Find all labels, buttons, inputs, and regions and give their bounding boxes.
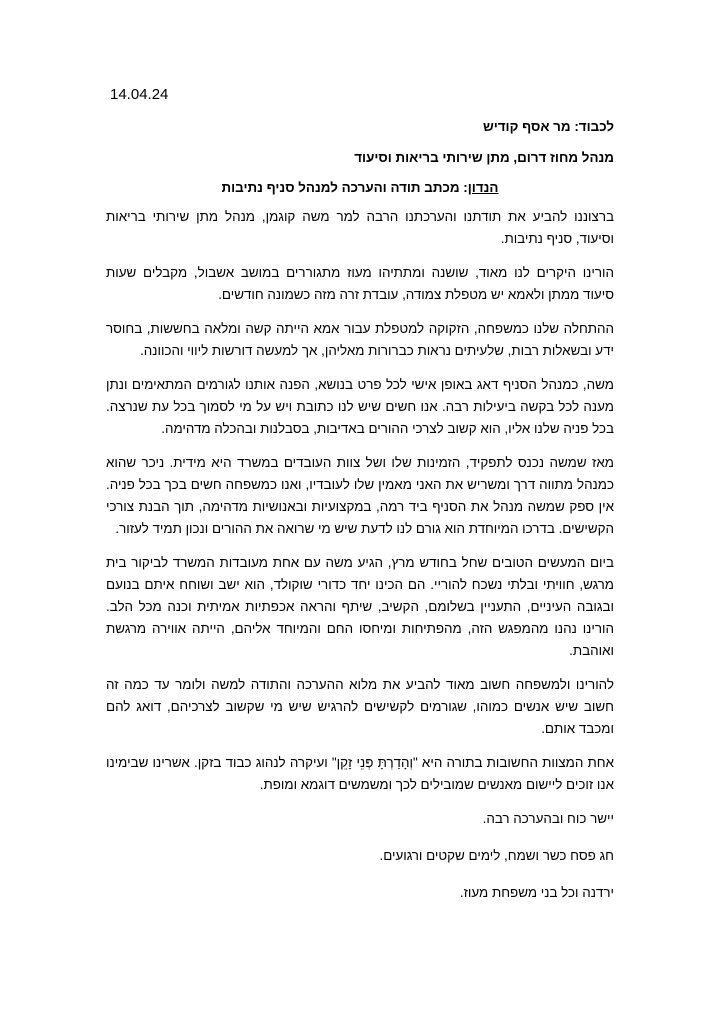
paragraph: ההתחלה שלנו כמשפחה, הזקוקה למטפלת עבור אמא הייתה קשה ומלאה בחששות, בחוסר ידע ובשאלות רבות, שלעיתים נראות כברורות מאליהן, אך למעשה דורשות ליווי והכוונה. bbox=[106, 321, 614, 358]
letter-date: 14.04.24 bbox=[110, 86, 169, 103]
subject-text: : מכתב תודה והערכה למנהל סניף נתיבות bbox=[221, 180, 468, 195]
letter-body bbox=[106, 206, 614, 919]
paragraph: משה, כמנהל הסניף דאג באופן אישי לכל פרט בנושא, הפנה אותנו לגורמים המתאימים ונתן מענה לכל בקשה ביעילות רבה. אנו חשים שיש לנו כתובת ויש על מי לסמוך בכל עת שנרצה. בכל פניה שלנו אליו, הוא קשוב לצרכי ההורים באדיבות, בסבלנות ובהכלה מדהימה. bbox=[106, 377, 614, 436]
closing-line: חג פסח כשר ושמח, לימים שקטים ורגועים. bbox=[379, 848, 614, 863]
subject-line bbox=[106, 180, 614, 195]
paragraph: להורינו ולמשפחה חשוב מאוד להביע את מלוא ההערכה והתודה למשה ולומר עד כמה זה חשוב שיש אנשים כמוהו, שגורמים לקשישים להרגיש שיש מי שקשוב לצרכיהם, דואג להם ומכבד אותם. bbox=[106, 677, 614, 736]
subject-label: הנדון bbox=[467, 180, 499, 195]
paragraph: ביום המעשים הטובים שחל בחודש מרץ, הגיע משה עם אחת מעובדות המשרד לביקור בית מרגש, חוויתי ובלתי נשכח להוריי. הם הכינו יחד כדורי שוקולד, הוא ישב ושוחח איתם בנועם ובגובה העיניים, התעניין בשלומם, הקשיב, שיתף והראה אכפתיות אמיתית וכנה מכל הלב. הורינו נהנו מהמפגש הזה, מהפתיחות ומיחסו החם והמיוחד אליהם, הייתה אווירה מרגשת ואוהבת. bbox=[106, 555, 614, 658]
signature-line: ירדנה וכל בני משפחת מעוז. bbox=[459, 885, 614, 900]
closing-line: יישר כוח ובהערכה רבה. bbox=[482, 811, 614, 826]
paragraph: אחת המצוות החשובות בתורה היא "וְהָדַרְתָּ פְּנֵי זָקֵן" ועיקרה לנהוג כבוד בזקן. אשרינו שבימינו אנו זוכים ליישום מאנשים שמובילים לכך ומשמשים דוגמא ומופת. bbox=[106, 755, 614, 792]
paragraph: הורינו היקרים לנו מאוד, שושנה ומתתיהו מעוז מתגוררים במושב אשבול, מקבלים שעות סיעוד ממתן ולאמא יש מטפלת צמודה, עובדת זרה מזה כשמונה חודשים. bbox=[106, 265, 614, 302]
paragraph: מאז שמשה נכנס לתפקיד, הזמינות שלו ושל צוות העובדים במשרד היא מידית. ניכר שהוא כמנהל מתווה דרך ומשריש את האני מאמין שלו לעובדיו, ואנו כמשפחה חשים בכך בכל פניה. אין ספק שמשה מנהל את הסניף ביד רמה, במקצועיות ובאנושיות מדהימה, תוך הבנת צורכי הקשישים. בדרכו המיוחדת הוא גורם לנו לדעת שיש מי שרואה את ההורים ונכון תמיד לעזור. bbox=[106, 455, 614, 536]
recipient-role: מנהל מחוז דרום, מתן שירותי בריאות וסיעוד bbox=[354, 150, 614, 165]
recipient-line: לכבוד: מר אסף קודיש bbox=[482, 119, 614, 134]
paragraph: ברצוננו להביע את תודתנו והערכתנו הרבה למר משה קוגמן, מנהל מתן שירותי בריאות וסיעוד, סניף נתיבות. bbox=[106, 209, 614, 246]
